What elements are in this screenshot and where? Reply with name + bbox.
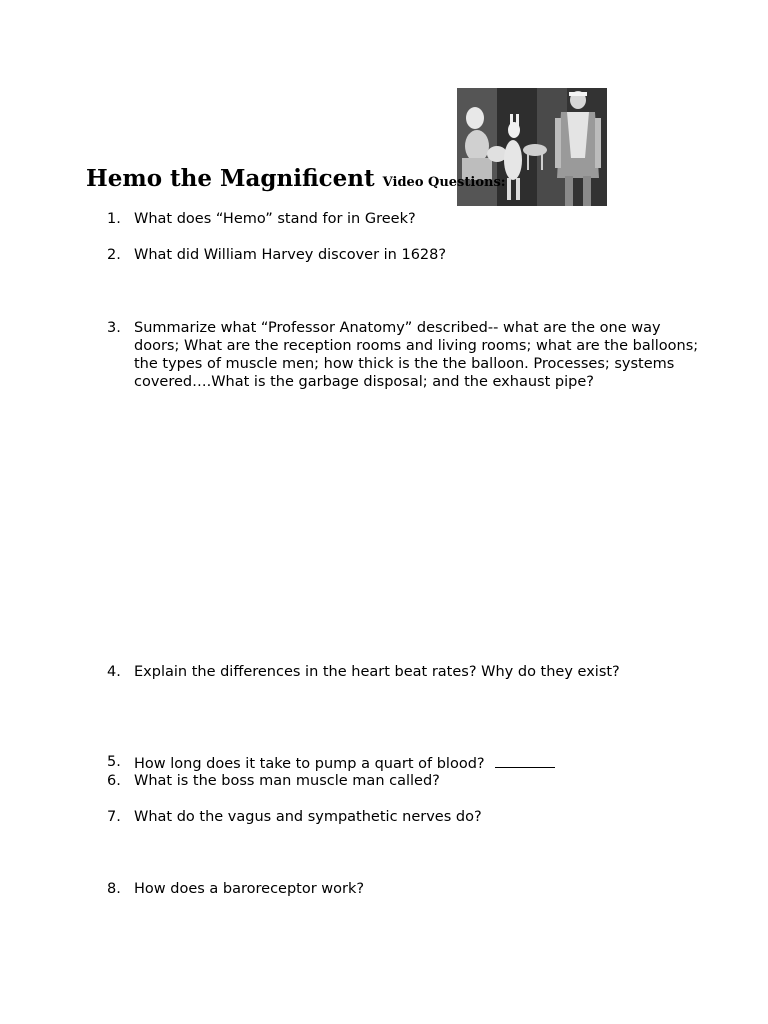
question-text: What do the vagus and sympathetic nerves do? <box>134 809 482 825</box>
question-text: Summarize what “Professor Anatomy” described-- what are the one way doors; What are the reception rooms and living rooms; what are the balloons; the types of muscle men; how thick is the the balloon. Processes; systems covered….What is the garbage disposal; and the exhaust pipe? <box>134 320 699 390</box>
question-text: How long does it take to pump a quart of blood? <box>134 756 485 772</box>
answer-blank <box>495 753 555 768</box>
question-item <box>107 880 707 898</box>
question-text: What does “Hemo” stand for in Greek? <box>134 211 416 227</box>
question-item <box>107 663 707 681</box>
question-text: Explain the differences in the heart beat rates? Why do they exist? <box>134 664 620 680</box>
question-number: 6. <box>107 773 121 789</box>
question-item <box>107 246 707 264</box>
page-subtitle: Video Questions: <box>382 175 506 190</box>
question-number: 5. <box>107 754 121 770</box>
question-item <box>107 319 707 391</box>
worksheet-title-line <box>86 165 506 192</box>
question-text: What is the boss man muscle man called? <box>134 773 440 789</box>
question-number: 3. <box>107 320 121 336</box>
question-number: 4. <box>107 664 121 680</box>
question-number: 7. <box>107 809 121 825</box>
question-item <box>107 210 707 228</box>
page-title: Hemo the Magnificent <box>86 165 375 192</box>
question-number: 8. <box>107 881 121 897</box>
question-text: How does a baroreceptor work? <box>134 881 365 897</box>
question-item <box>107 808 707 826</box>
question-item <box>107 772 707 790</box>
question-text: What did William Harvey discover in 1628? <box>134 247 447 263</box>
question-number: 2. <box>107 247 121 263</box>
question-item <box>107 753 707 773</box>
question-text-wrapper <box>134 753 707 773</box>
question-number: 1. <box>107 211 121 227</box>
